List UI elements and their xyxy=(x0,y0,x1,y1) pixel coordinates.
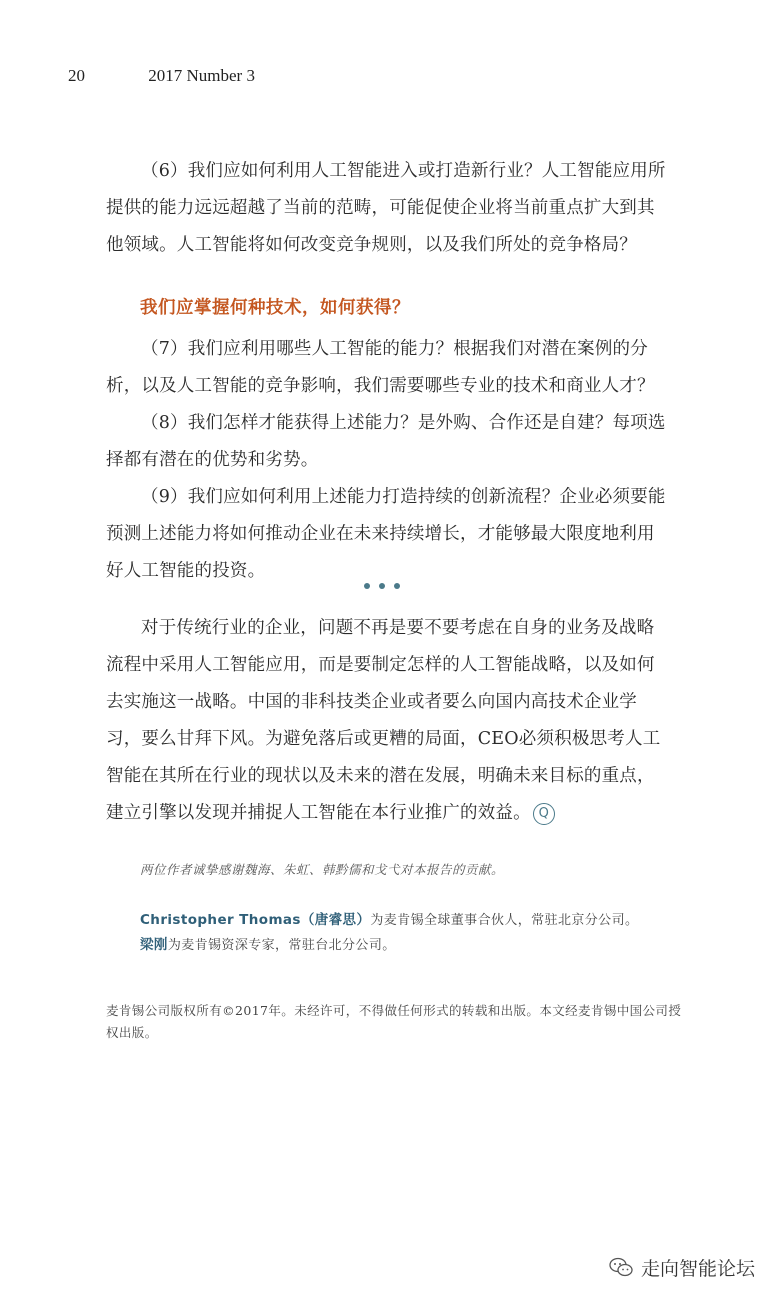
acknowledgement: 两位作者诚挚感谢魏海、朱虹、韩黔儒和戈弋对本报告的贡献。 xyxy=(140,862,505,877)
paragraph-question-8: （8）我们怎样才能获得上述能力？是外购、合作还是自建？每项选择都有潜在的优势和劣势。 xyxy=(106,413,666,470)
page-number: 20 xyxy=(68,66,85,85)
conclusion-text: 对于传统行业的企业，问题不再是要不要考虑在自身的业务及战略流程中采用人工智能应用，而是要制定怎样的人工智能战略，以及如何去实施这一战略。中国的非科技类企业或者要么向国内高技术企业学习，要么甘拜下风。为避免落后或更糟的局面，CEO必须积极思考人工智能在其所在行业的现状以及未来的潜在发展，明确未来目标的重点，建立引擎以发现并捕捉人工智能在本行业推广的效益。 xyxy=(106,618,661,823)
divider-dot xyxy=(379,583,385,589)
wechat-watermark xyxy=(609,1254,755,1281)
issue-label: 2017 Number 3 xyxy=(148,66,255,85)
divider-dot xyxy=(364,583,370,589)
section-heading: 我们应掌握何种技术，如何获得？ xyxy=(140,298,410,318)
divider-dot xyxy=(394,583,400,589)
paragraph-question-7: （7）我们应利用哪些人工智能的能力？根据我们对潜在案例的分析，以及人工智能的竞争影响，我们需要哪些专业的技术和商业人才？ xyxy=(106,339,655,396)
author-name: Christopher Thomas（唐睿思） xyxy=(140,912,371,928)
copyright-notice: 麦肯锡公司版权所有©2017年。未经许可，不得做任何形式的转载和出版。本文经麦肯锡中国公司授权出版。 xyxy=(106,1003,682,1040)
paragraph-question-9: （9）我们应如何利用上述能力打造持续的创新流程？企业必须要能预测上述能力将如何推动企业在未来持续增长，才能够最大限度地利用好人工智能的投资。 xyxy=(106,487,666,581)
author-desc: 为麦肯锡全球董事合伙人，常驻北京分公司。 xyxy=(370,913,639,928)
paragraph-question-6: （6）我们应如何利用人工智能进入或打造新行业？人工智能应用所提供的能力远远超越了当前的范畴，可能促使企业将当前重点扩大到其他领域。人工智能将如何改变竞争规则，以及我们所处的竞争格局？ xyxy=(106,161,666,255)
author-line-2 xyxy=(140,933,396,953)
wechat-icon xyxy=(609,1257,633,1279)
page-header xyxy=(68,66,255,86)
watermark-text: 走向智能论坛 xyxy=(640,1258,755,1280)
author-line-1 xyxy=(140,908,638,928)
paragraph-conclusion xyxy=(106,610,666,832)
author-name: 梁刚 xyxy=(140,937,168,953)
section-divider-dots xyxy=(364,583,400,589)
author-desc: 为麦肯锡资深专家，常驻台北分公司。 xyxy=(167,938,396,953)
end-mark-icon: Q xyxy=(533,803,555,825)
